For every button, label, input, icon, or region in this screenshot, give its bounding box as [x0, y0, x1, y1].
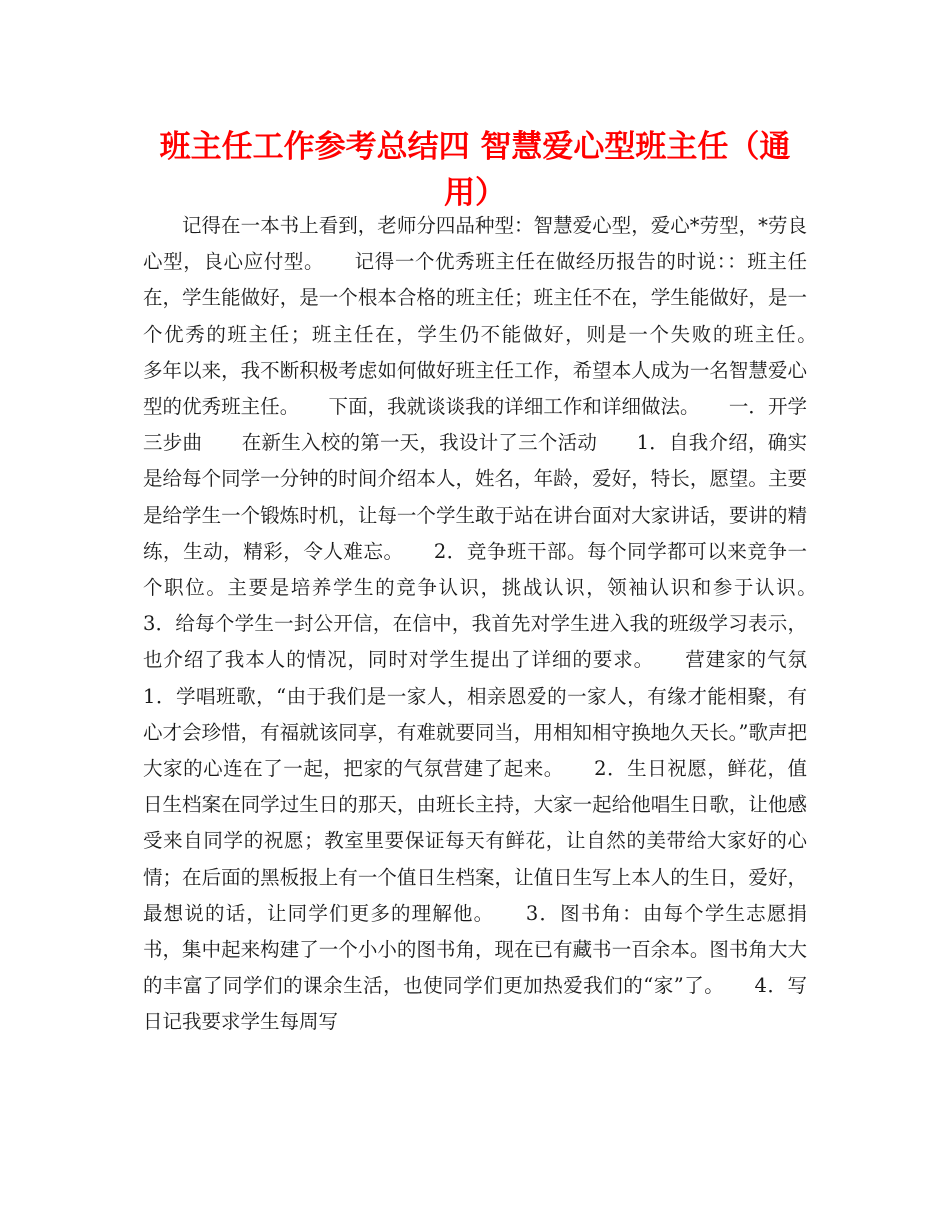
document-title: 班主任工作参考总结四 智慧爱心型班主任（通用）	[159, 129, 791, 211]
document-body-text: 记得在一本书上看到，老师分四品种型：智慧爱心型，爱心*劳型，*劳良心型，良心应付型。 记得一个优秀班主任在做经历报告的时说：：班主任在，学生能做好，是一个根本合格的班主任；班主任不在，学生能做好，是一个优秀的班主任；班主任在，学生仍不能做好，则是一个失败的班主任。 多年以来，我不断积极考虑如何做好班主任工作，希望本人成为一名智慧爱心型的优秀班主任。 下面，我就谈谈我的详细工作和详细做法。 一．开学三步曲 在新生入校的第一天，我设计了三个活动 1．自我介绍，确实是给每个同学一分钟的时间介绍本人，姓名，年龄，爱好，特长，愿望。主要是给学生一个锻炼时机，让每一个学生敢于站在讲台面对大家讲话，要讲的精练，生动，精彩，令人难忘。 2．竞争班干部。每个同学都可以来竞争一个职位。主要是培养学生的竞争认识，挑战认识，领袖认识和参于认识。 3．给每个学生一封公开信，在信中，我首先对学生进入我的班级学习表示，也介绍了我本人的情况，同时对学生提出了详细的要求。 营建家的气氛 1．学唱班歌，“由于我们是一家人，相亲恩爱的一家人，有缘才能相聚，有心才会珍惜，有福就该同享，有难就要同当，用相知相守换地久天长。”歌声把大家的心连在了一起，把家的气氛营建了起来。 2．生日祝愿，鲜花，值日生档案在同学过生日的那天，由班长主持，大家一起给他唱生日歌，让他感受来自同学的祝愿；教室里要保证每天有鲜花，让自然的美带给大家好的心情；在后面的黑板报上有一个值日生档案，让值日生写上本人的生日，爱好，最想说的话，让同学们更多的理解他。 3．图书角：由每个学生志愿捐书，集中起来构建了一个小小的图书角，现在已有藏书一百余本。图书角大大的丰富了同学们的课余生活，也使同学们更加热爱我们的“家”了。 4．写日记我要求学生每周写	[143, 214, 847, 1034]
